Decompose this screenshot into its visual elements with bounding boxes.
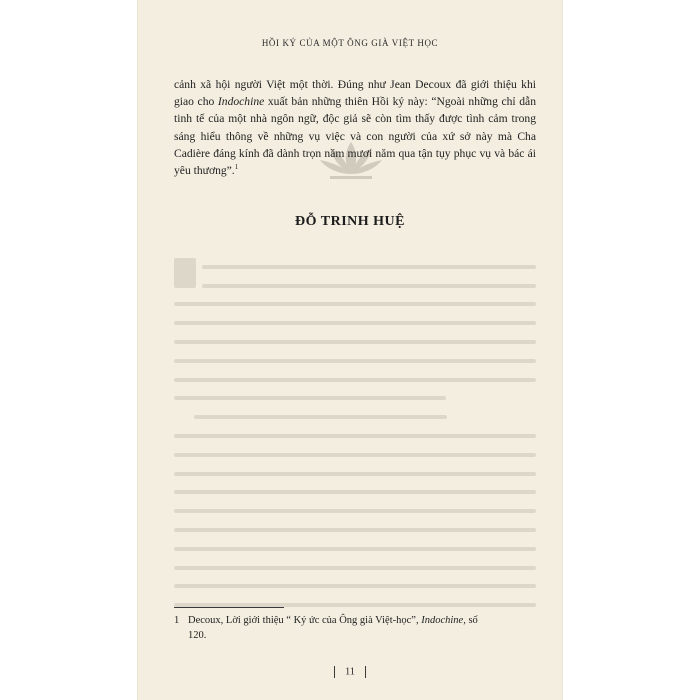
footnote-rule <box>174 607 284 608</box>
body-paragraph <box>174 76 536 179</box>
body-text-part3: xuất bản những thiên Hồi ký này: “Ngoài những chỉ dẫn tinh tế của một nhà ngôn ngữ, độc giả sẽ còn tìm thấy được tình cảm trong sáng hiểu thông về những vụ việc và con người của xứ sở này mà Cha Cadière đáng kính đã dành trọn năm mươi năm qua tận tụy phục vụ và bác ái yêu thương”. <box>174 95 536 178</box>
footnote-continuation: 120. <box>188 629 207 641</box>
footnote-number: 1 <box>174 615 180 626</box>
page-number: 11 <box>344 666 356 678</box>
book-title-italic: Indochine <box>217 95 265 109</box>
reverse-page-bleed-through <box>174 250 536 595</box>
folio-bar-right <box>365 666 366 678</box>
footnote-text: Decoux, Lời giới thiệu “ Ký ức của Ông già Việt-học”, <box>188 615 422 626</box>
footnote-reference[interactable]: 1 <box>234 163 239 172</box>
running-head: HỒI KÝ CỦA MỘT ÔNG GIÀ VIỆT HỌC <box>261 38 439 48</box>
body-text-part1: cảnh xã hội người Việt một thời. Đúng như Jean Decoux đã giới thiệu khi giao cho <box>174 78 536 109</box>
page-number-block <box>138 666 562 678</box>
book-page <box>138 0 562 700</box>
footnote-text-end: số <box>465 615 478 626</box>
footnote-italic: Indochine, <box>421 615 466 626</box>
author-signature: ĐỖ TRINH HUỆ <box>295 214 405 229</box>
folio-bar-left <box>334 666 335 678</box>
footnote <box>174 614 536 643</box>
